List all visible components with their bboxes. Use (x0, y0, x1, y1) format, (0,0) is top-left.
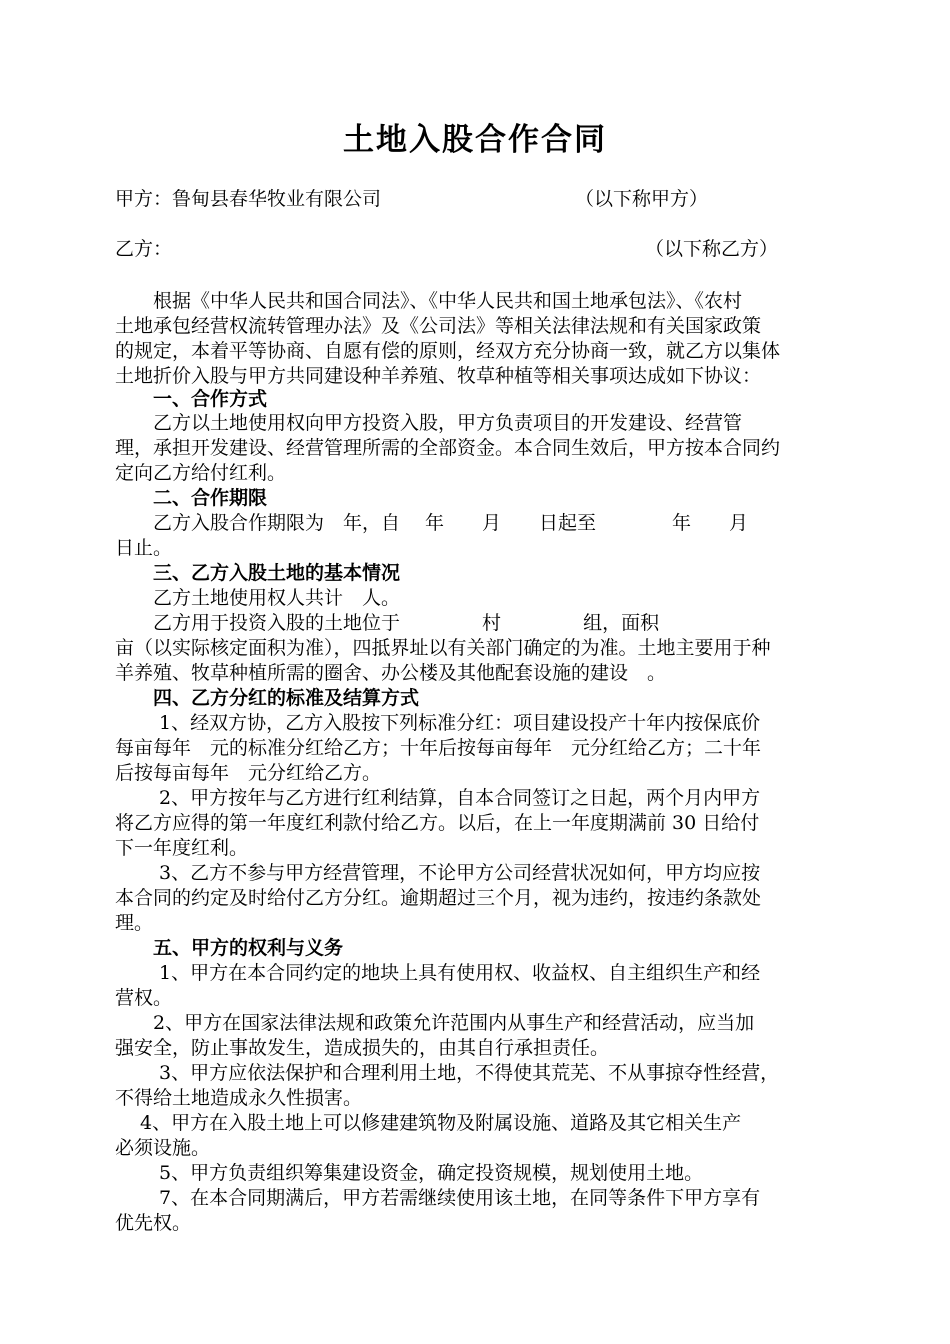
body-line: 下一年度红利。 (115, 837, 249, 859)
body-line: 本合同的约定及时给付乙方分红。逾期超过三个月，视为违约，按违约条款处 (115, 887, 762, 909)
body-line: 3、乙方不参与甲方经营管理，不论甲方公司经营状况如何，甲方均应按 (115, 862, 761, 884)
body-line: 理，承担开发建设、经营管理所需的全部资金。本合同生效后，甲方按本合同约 (115, 437, 781, 459)
body-line: 每亩每年 元的标准分红给乙方；十年后按每亩每年 元分红给乙方；二十年 (115, 737, 762, 759)
body-line: 定向乙方给付红利。 (115, 462, 287, 484)
body-line: 强安全，防止事故发生，造成损失的，由其自行承担责任。 (115, 1037, 610, 1059)
body-line: 羊养殖、牧草种植所需的圈舍、办公楼及其他配套设施的建设 。 (115, 662, 667, 684)
body-line: 土地折价入股与甲方共同建设种羊养殖、牧草种植等相关事项达成如下协议： (115, 365, 762, 387)
party-b-note: （以下称乙方） (645, 238, 779, 260)
body-line: 不得给土地造成永久性损害。 (115, 1087, 363, 1109)
body-line: 乙方用于投资入股的土地位于 村 组，面积 (115, 612, 660, 634)
body-line: 营权。 (115, 987, 173, 1009)
section-heading: 一、合作方式 (115, 388, 268, 410)
body-line: 的规定，本着平等协商、自愿有偿的原则，经双方充分协商一致，就乙方以集体 (115, 340, 781, 362)
body-line: 乙方入股合作期限为 年，自 年 月 日起至 年 月 (115, 512, 749, 534)
body-line: 日止。 (115, 537, 173, 559)
section-heading: 二、合作期限 (115, 487, 268, 509)
page-title: 土地入股合作合同 (343, 122, 607, 158)
body-line: 2、甲方在国家法律法规和政策允许范围内从事生产和经营活动，应当加 (115, 1012, 755, 1034)
party-a-note: （以下称甲方） (575, 188, 709, 210)
body-line: 4、甲方在入股土地上可以修建建筑物及附属设施、道路及其它相关生产 (115, 1112, 742, 1134)
body-line: 5、甲方负责组织筹集建设资金，确定投资规模，规划使用土地。 (115, 1162, 704, 1184)
body-line: 乙方以土地使用权向甲方投资入股，甲方负责项目的开发建设、经营管 (115, 412, 743, 434)
section-heading: 三、乙方入股土地的基本情况 (115, 562, 401, 584)
body-line: 土地承包经营权流转管理办法》及《公司法》等相关法律法规和有关国家政策 (115, 315, 762, 337)
body-line: 2、甲方按年与乙方进行红利结算，自本合同签订之日起，两个月内甲方 (115, 787, 761, 809)
section-heading: 四、乙方分红的标准及结算方式 (115, 687, 420, 709)
body-line: 将乙方应得的第一年度红利款付给乙方。以后，在上一年度期满前 30 日给付 (115, 812, 760, 834)
body-line: 1、甲方在本合同约定的地块上具有使用权、收益权、自主组织生产和经 (115, 962, 761, 984)
body-line: 必须设施。 (115, 1137, 211, 1159)
body-line: 理。 (115, 912, 154, 934)
body-line: 优先权。 (115, 1212, 192, 1234)
body-line: 7、在本合同期满后，甲方若需继续使用该土地，在同等条件下甲方享有 (115, 1187, 761, 1209)
body-line: 乙方土地使用权人共计 人。 (115, 587, 401, 609)
party-a-label: 甲方：鲁甸县春华牧业有限公司 (115, 188, 382, 210)
body-line: 3、甲方应依法保护和合理利用土地，不得使其荒芜、不从事掠夺性经营， (115, 1062, 780, 1084)
section-heading: 五、甲方的权利与义务 (115, 937, 344, 959)
party-b-label: 乙方： (115, 238, 173, 260)
body-line: 后按每亩每年 元分红给乙方。 (115, 762, 382, 784)
body-line: 根据《中华人民共和国合同法》、《中华人民共和国土地承包法》、《农村 (115, 290, 743, 312)
body-line: 亩（以实际核定面积为准），四抵界址以有关部门确定的为准。土地主要用于种 (115, 637, 771, 659)
body-line: 1、经双方协，乙方入股按下列标准分红：项目建设投产十年内按保底价 (115, 712, 761, 734)
